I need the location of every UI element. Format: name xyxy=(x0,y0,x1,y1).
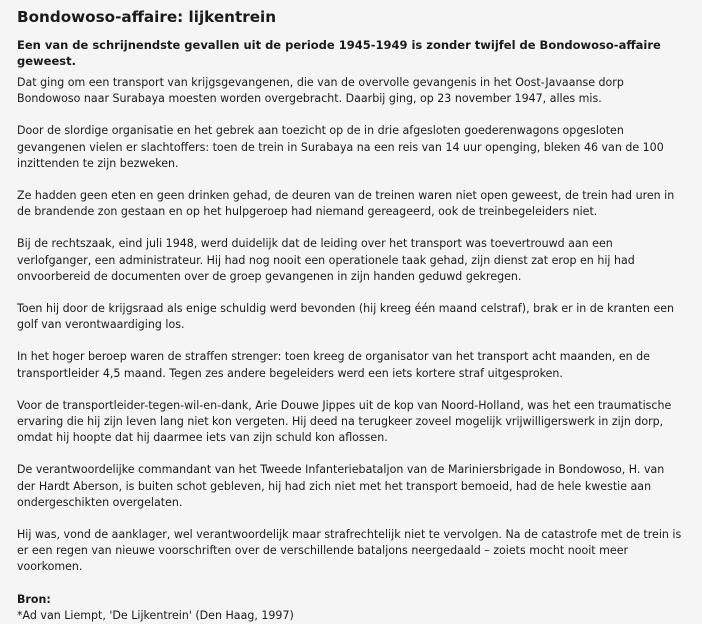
article-lead: Een van de schrijnendste gevallen uit de periode 1945-1949 is zonder twijfel de Bondowoso-affaire geweest. xyxy=(17,38,661,68)
article-title: Bondowoso-affaire: lijkentrein xyxy=(17,8,277,26)
source-citation: *Ad van Liempt, 'De Lijkentrein' (Den Haag, 1997) xyxy=(17,608,294,622)
article-body xyxy=(17,75,685,576)
source-section xyxy=(17,592,685,624)
article-paragraph: Bij de rechtszaak, eind juli 1948, werd duidelijk dat de leiding over het transport was toevertrouwd aan een verlofganger, een administrateur. Hij had nog nooit een operationele taak gehad, zijn dienst zat erop en hij had onvoorbereid de documenten over de groep gevangenen in zijn handen geduwd gekregen. xyxy=(17,237,635,283)
source-label: Bron: xyxy=(17,592,51,606)
article-paragraph: Dat ging om een transport van krijgsgevangenen, die van de overvolle gevangenis in het Oost-Javaanse dorp Bondowoso naar Surabaya moesten worden overgebracht. Daarbij ging, op 23 november 1947, alles mis. xyxy=(17,76,624,106)
article-paragraph: Ze hadden geen eten en geen drinken gehad, de deuren van de treinen waren niet open geweest, de trein had uren in de brandende zon gestaan en op het hulpgeroep had niemand gereageerd, ook de treinbegeleiders niet. xyxy=(17,189,675,219)
article-paragraph: Door de slordige organisatie en het gebrek aan toezicht op de in drie afgesloten goederenwagons opgesloten gevangenen vielen er slachtoffers: toen de trein in Surabaya na een reis van 14 uur openging, bleken 46 van de 100 inzittenden te zijn bezweken. xyxy=(17,124,664,170)
article-paragraph: Toen hij door de krijgsraad als enige schuldig werd bevonden (hij kreeg één maand celstraf), brak er in de kranten een golf van verontwaardiging los. xyxy=(17,302,675,332)
article-paragraph: Hij was, vond de aanklager, wel verantwoordelijk maar strafrechtelijk niet te vervolgen. Na de catastrofe met de trein is er een regen van nieuwe voorschriften over de verschillende bataljons neergedaald – zoiets mocht nooit meer voorkomen. xyxy=(17,528,682,574)
article-paragraph: Voor de transportleider-tegen-wil-en-dank, Arie Douwe Jippes uit de kop van Noord-Holland, was het een traumatische ervaring die hij zijn leven lang niet kon vergeten. Hij deed na terugkeer zoveel mogelijk vrijwilligerswerk in zijn dorp, omdat hij hoopte dat hij daarmee iets van zijn schuld kon aflossen. xyxy=(17,398,672,445)
article-paragraph: In het hoger beroep waren de straffen strenger: toen kreeg de organisator van het transport acht maanden, en de transportleider 4,5 maand. Tegen zes andere begeleiders werd een iets kortere straf uitgesproken. xyxy=(17,350,650,380)
article-paragraph: De verantwoordelijke commandant van het Tweede Infanteriebataljon van de Mariniersbrigade in Bondowoso, H. van der Hardt Aberson, is buiten schot gebleven, hij had zich niet met het transport bemoeid, had de hele kwestie aan ondergeschikten overgelaten. xyxy=(17,463,665,509)
